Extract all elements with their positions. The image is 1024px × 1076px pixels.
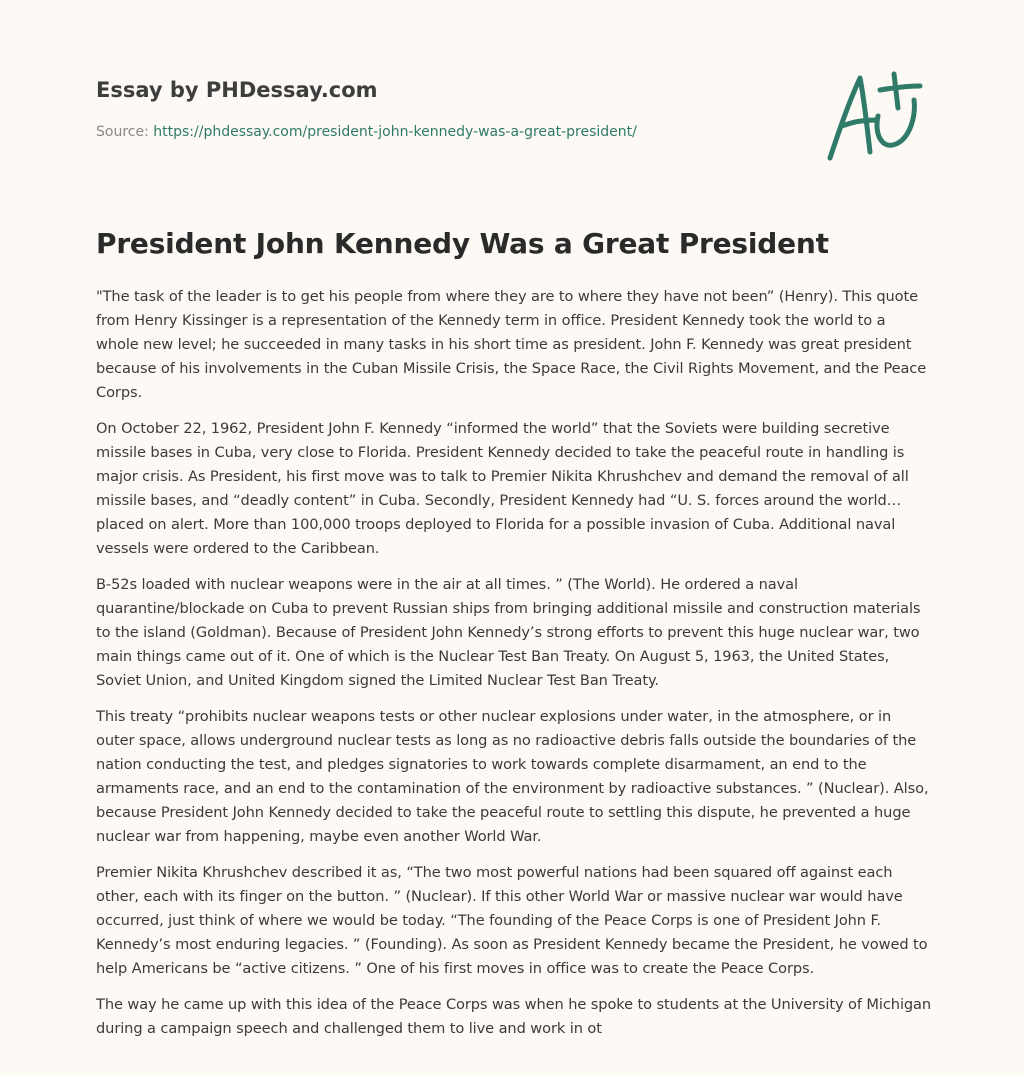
source-link[interactable]: https://phdessay.com/president-john-kennedy-was-a-great-president/ (153, 124, 637, 140)
essay-paragraph: "The task of the leader is to get his people from where they are to where they have not been” (Henry). This quote from Henry Kissinger is a representation of the Kennedy term in office. President Kennedy took the world to a whole new level; he succeeded in many tasks in his short time as president. John F. Kennedy was great president because of his involvements in the Cuban Missile Crisis, the Space Race, the Civil Rights Movement, and the Peace Corps. (96, 288, 927, 401)
site-name: Essay by PHDessay.com (96, 78, 378, 102)
essay-paragraph: This treaty “prohibits nuclear weapons tests or other nuclear explosions under water, in the atmosphere, or in outer space, allows underground nuclear tests as long as no radioactive debris falls outside the boundaries of the nation conducting the test, and pledges signatories to work towards complete disarmament, an end to the armaments race, and an end to the contamination of the environment by radioactive substances. ” (Nuclear). Also, because President John Kennedy decided to take the peaceful route to settling this dispute, he prevented a huge nuclear war from happening, maybe even another World War. (96, 708, 929, 845)
essay-title: President John Kennedy Was a Great President (96, 227, 829, 260)
essay-paragraph: The way he came up with this idea of the Peace Corps was when he spoke to students at the University of Michigan during a campaign speech and challenged them to live and work in ot (96, 996, 932, 1037)
a-plus-grade-icon (820, 64, 930, 168)
essay-paragraph: On October 22, 1962, President John F. Kennedy “informed the world” that the Soviets were building secretive missile bases in Cuba, very close to Florida. President Kennedy decided to take the peaceful route in handling is major crisis. As President, his first move was to talk to Premier Nikita Khrushchev and demand the removal of all missile bases, and “deadly content” in Cuba. Secondly, President Kennedy had “U. S. forces around the world… placed on alert. More than 100,000 troops deployed to Florida for a possible invasion of Cuba. Additional naval vessels were ordered to the Caribbean. (96, 420, 909, 557)
source-line (96, 122, 736, 142)
essay-body (96, 285, 932, 1059)
page-header (96, 76, 736, 142)
essay-paragraph: B-52s loaded with nuclear weapons were in the air at all times. ” (The World). He ordered a naval quarantine/blockade on Cuba to prevent Russian ships from bringing additional missile and construction materials to the island (Goldman). Because of President John Kennedy’s strong efforts to prevent this huge nuclear war, two main things came out of it. One of which is the Nuclear Test Ban Treaty. On August 5, 1963, the United States, Soviet Union, and United Kingdom signed the Limited Nuclear Test Ban Treaty. (96, 576, 921, 689)
essay-paragraph: Premier Nikita Khrushchev described it as, “The two most powerful nations had been squared off against each other, each with its finger on the button. ” (Nuclear). If this other World War or massive nuclear war would have occurred, just think of where we would be today. “The founding of the Peace Corps is one of President John F. Kennedy’s most enduring legacies. ” (Founding). As soon as President Kennedy became the President, he vowed to help Americans be “active citizens. ” One of his first moves in office was to create the Peace Corps. (96, 864, 928, 977)
source-label: Source: (96, 124, 149, 140)
